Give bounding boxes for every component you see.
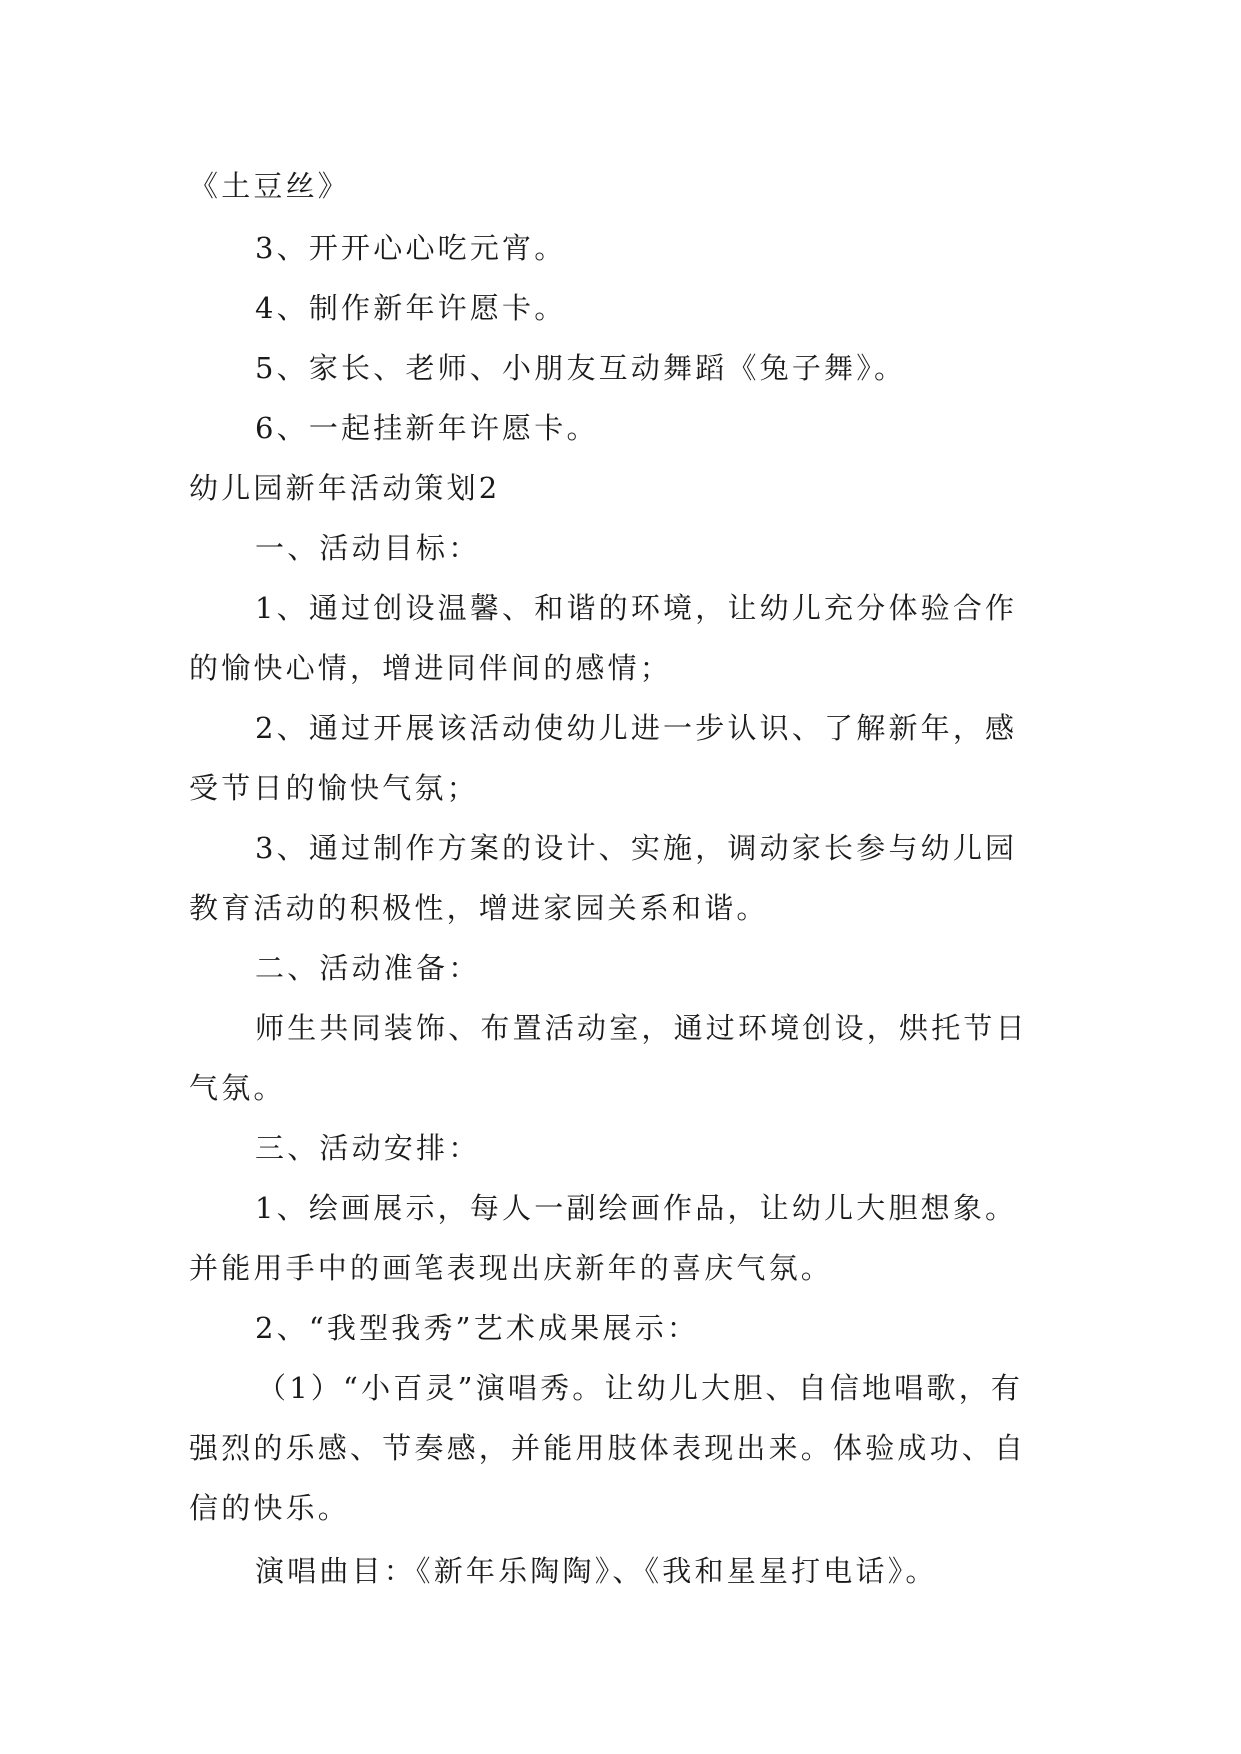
list-item: 6、一起挂新年许愿卡。 <box>255 411 599 445</box>
paragraph-line: 并能用手中的画笔表现出庆新年的喜庆气氛。 <box>189 1251 834 1285</box>
paragraph-line: 气氛。 <box>189 1071 286 1105</box>
list-item: 3、开开心心吃元宵。 <box>255 231 567 265</box>
paragraph-line: 1、通过创设温馨、和谐的环境，让幼儿充分体验合作 <box>255 591 1018 625</box>
paragraph-line: 强烈的乐感、节奏感，并能用肢体表现出来。体验成功、自 <box>189 1431 1027 1465</box>
paragraph-line: 教育活动的积极性，增进家园关系和谐。 <box>189 891 769 925</box>
paragraph-line: 信的快乐。 <box>189 1491 351 1525</box>
list-item: 4、制作新年许愿卡。 <box>255 291 567 325</box>
paragraph-line: 2、通过开展该活动使幼儿进一步认识、了解新年，感 <box>255 711 1018 745</box>
paragraph-line: 师生共同装饰、布置活动室，通过环境创设，烘托节日 <box>255 1011 1028 1045</box>
heading: 三、活动安排： <box>255 1131 481 1165</box>
list-item: 5、家长、老师、小朋友互动舞蹈《兔子舞》。 <box>255 351 907 385</box>
paragraph-line: 受节日的愉快气氛； <box>189 771 479 805</box>
paragraph-line: 3、通过制作方案的设计、实施，调动家长参与幼儿园 <box>255 831 1018 865</box>
paragraph-line: 的愉快心情，增进同伴间的感情； <box>189 651 673 685</box>
heading: 二、活动准备： <box>255 951 481 985</box>
paragraph-line: （1）“小百灵”演唱秀。让幼儿大胆、自信地唱歌，有 <box>257 1371 1024 1405</box>
section-title: 幼儿园新年活动策划2 <box>189 471 501 505</box>
paragraph-line: 2、“我型我秀”艺术成果展示： <box>255 1311 700 1345</box>
text-line: 《土豆丝》 <box>189 169 351 203</box>
heading: 一、活动目标： <box>255 531 481 565</box>
paragraph-line: 演唱曲目：《新年乐陶陶》、《我和星星打电话》。 <box>255 1554 938 1588</box>
paragraph-line: 1、绘画展示，每人一副绘画作品，让幼儿大胆想象。 <box>255 1191 1018 1225</box>
